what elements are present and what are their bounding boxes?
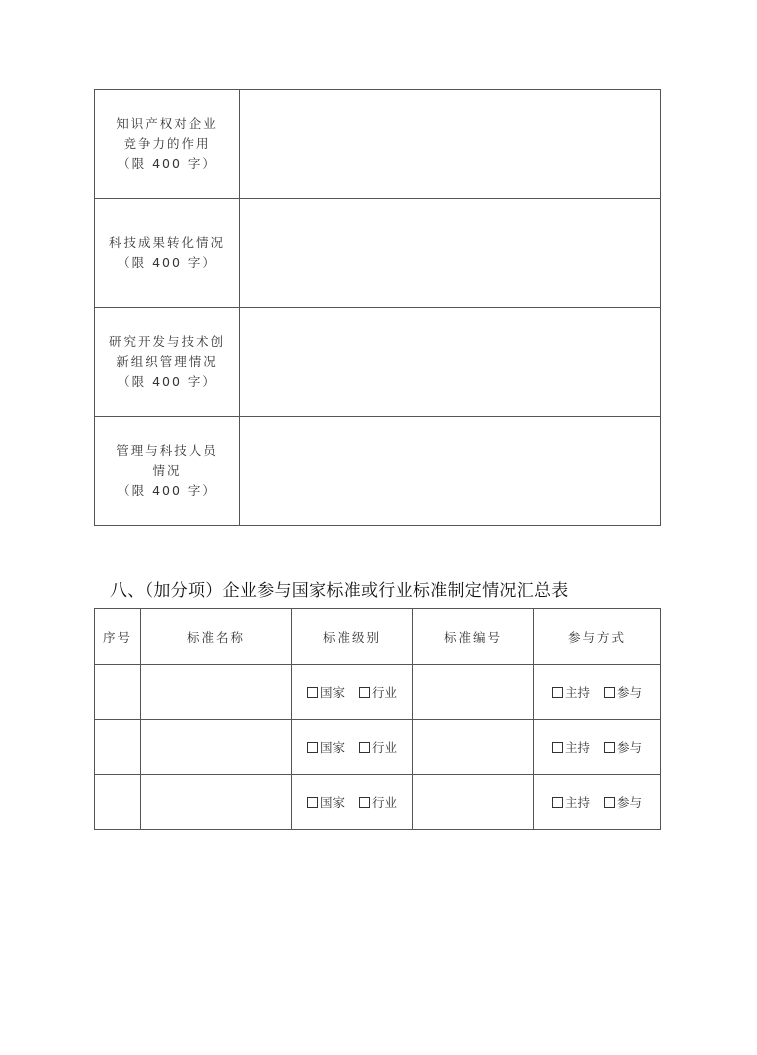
- lead-option[interactable]: 主持: [552, 683, 590, 701]
- participation-cell: [534, 665, 661, 720]
- standard-name-cell[interactable]: [141, 720, 292, 775]
- col-header-standard-number: 标准编号: [413, 609, 534, 665]
- rd-management-field[interactable]: [240, 308, 661, 417]
- national-checkbox[interactable]: [307, 687, 318, 698]
- lead-option[interactable]: 主持: [552, 793, 590, 811]
- table-row: [95, 775, 661, 830]
- rd-management-label: 研究开发与技术创 新组织管理情况 （限 400 字）: [95, 308, 240, 417]
- participate-checkbox[interactable]: [604, 742, 615, 753]
- table-row: [95, 417, 661, 526]
- standard-level-cell: [292, 665, 413, 720]
- national-checkbox[interactable]: [307, 742, 318, 753]
- industry-option[interactable]: 行业: [359, 738, 397, 756]
- table-row: [95, 90, 661, 199]
- table-row: [95, 308, 661, 417]
- participate-option[interactable]: 参与: [604, 738, 642, 756]
- ip-competitiveness-field[interactable]: [240, 90, 661, 199]
- national-option[interactable]: 国家: [307, 683, 345, 701]
- table-row: [95, 720, 661, 775]
- staff-field[interactable]: [240, 417, 661, 526]
- standard-level-cell: [292, 775, 413, 830]
- participate-option[interactable]: 参与: [604, 683, 642, 701]
- national-option[interactable]: 国家: [307, 738, 345, 756]
- index-cell[interactable]: [95, 775, 141, 830]
- lead-checkbox[interactable]: [552, 687, 563, 698]
- national-option[interactable]: 国家: [307, 793, 345, 811]
- tech-transfer-field[interactable]: [240, 199, 661, 308]
- participation-cell: [534, 775, 661, 830]
- standard-name-cell[interactable]: [141, 665, 292, 720]
- standard-name-cell[interactable]: [141, 775, 292, 830]
- lead-option[interactable]: 主持: [552, 738, 590, 756]
- industry-option[interactable]: 行业: [359, 683, 397, 701]
- lead-checkbox[interactable]: [552, 797, 563, 808]
- participate-checkbox[interactable]: [604, 797, 615, 808]
- table-row: [95, 665, 661, 720]
- col-header-standard-level: 标准级别: [292, 609, 413, 665]
- lead-checkbox[interactable]: [552, 742, 563, 753]
- standard-number-cell[interactable]: [413, 665, 534, 720]
- national-checkbox[interactable]: [307, 797, 318, 808]
- ip-competitiveness-label: 知识产权对企业 竞争力的作用 （限 400 字）: [95, 90, 240, 199]
- index-cell[interactable]: [95, 665, 141, 720]
- col-header-index: 序号: [95, 609, 141, 665]
- standards-table: [94, 608, 661, 830]
- industry-checkbox[interactable]: [359, 742, 370, 753]
- participation-cell: [534, 720, 661, 775]
- table-row: [95, 199, 661, 308]
- standard-level-cell: [292, 720, 413, 775]
- participate-checkbox[interactable]: [604, 687, 615, 698]
- tech-transfer-label: 科技成果转化情况 （限 400 字）: [95, 199, 240, 308]
- staff-label: 管理与科技人员 情况 （限 400 字）: [95, 417, 240, 526]
- standard-number-cell[interactable]: [413, 720, 534, 775]
- col-header-standard-name: 标准名称: [141, 609, 292, 665]
- standard-number-cell[interactable]: [413, 775, 534, 830]
- industry-checkbox[interactable]: [359, 797, 370, 808]
- index-cell[interactable]: [95, 720, 141, 775]
- industry-checkbox[interactable]: [359, 687, 370, 698]
- table-header-row: [95, 609, 661, 665]
- col-header-participation: 参与方式: [534, 609, 661, 665]
- narrative-table: [94, 89, 661, 526]
- industry-option[interactable]: 行业: [359, 793, 397, 811]
- participate-option[interactable]: 参与: [604, 793, 642, 811]
- section-heading: 八、（加分项）企业参与国家标准或行业标准制定情况汇总表: [110, 581, 569, 601]
